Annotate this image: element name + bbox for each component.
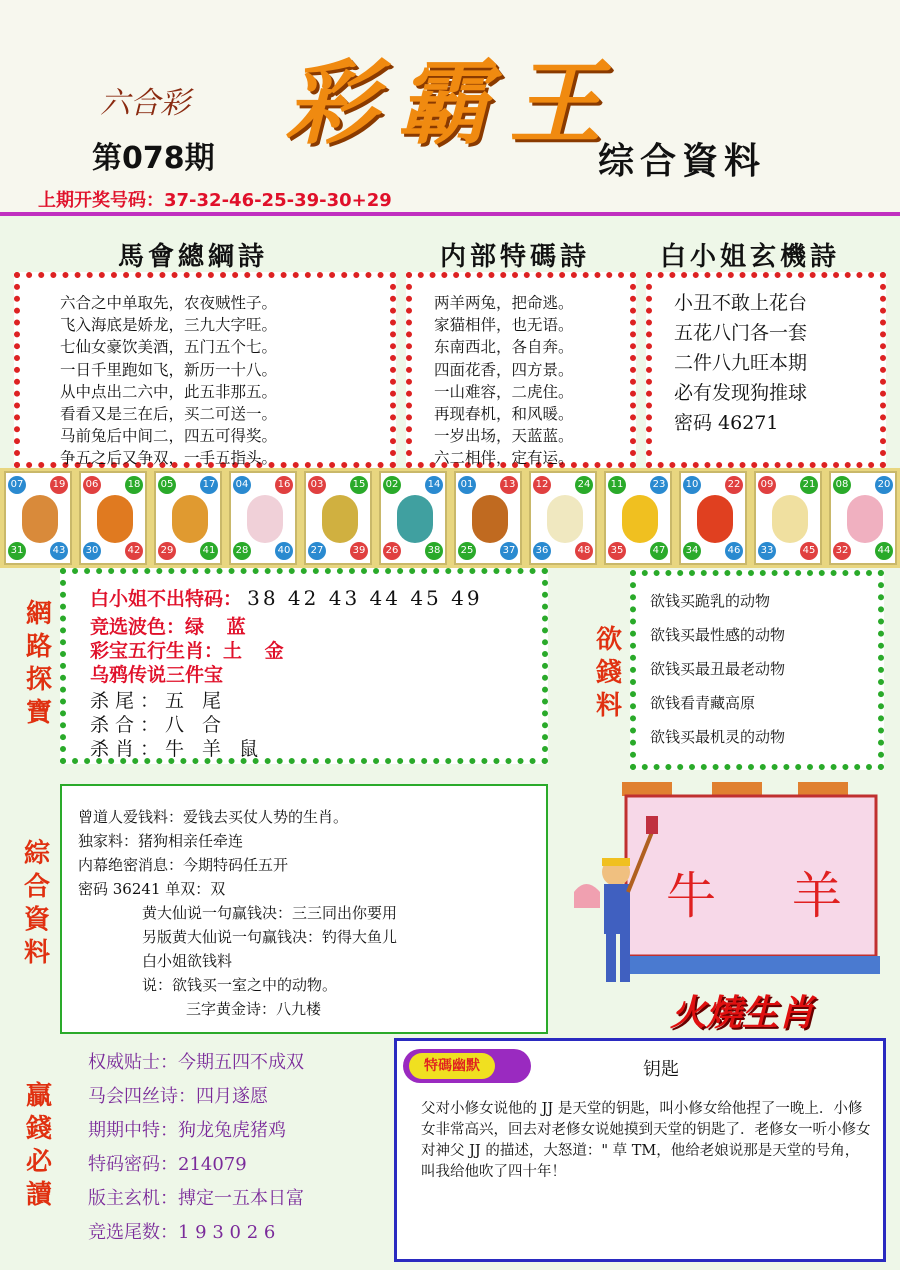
must-read-label: 权威贴士： [88, 1052, 178, 1073]
color-row [90, 612, 254, 639]
must-read-value: 狗龙兔虎猪鸡 [178, 1120, 286, 1141]
poem-line: 争五之后又争双，一手五指头。 [60, 449, 278, 468]
fire-board-text: 牛 羊 [666, 867, 872, 925]
must-read-value: 搏定一五本日富 [178, 1188, 304, 1209]
zodiac-number: 20 [875, 476, 893, 494]
poem-line: 五花八门各一套 [674, 322, 808, 344]
must-read-value: 1 9 3 0 2 6 [178, 1222, 276, 1243]
miss-no-row [90, 584, 483, 611]
zodiac-number: 46 [725, 542, 743, 560]
zodiac-number: 28 [233, 542, 251, 560]
zodiac-number: 03 [308, 476, 326, 494]
rabbit-icon [247, 495, 283, 543]
zodiac-number: 07 [8, 476, 26, 494]
miss-poem-text [674, 288, 807, 438]
must-read-row [88, 1048, 304, 1082]
poem-line: 四面花香，四方景。 [434, 360, 574, 379]
poem-line: 七仙女豪饮美酒，五门五个七。 [60, 338, 278, 357]
money-caption-char: 欲 [595, 625, 622, 655]
dog-icon [772, 495, 808, 543]
net-caption-char: 探 [25, 665, 52, 695]
joke-title: 钥匙 [643, 1059, 679, 1080]
kill-tail-label: 杀尾： [90, 690, 166, 712]
joke-box [394, 1038, 886, 1262]
zodiac-number: 33 [758, 542, 776, 560]
tiger-icon [172, 495, 208, 543]
zodiac-number: 09 [758, 476, 776, 494]
must-read-label: 马会四丝诗： [88, 1086, 196, 1107]
zodiac-cell [829, 471, 897, 565]
poem-line: 东南西北，各自奔。 [434, 338, 574, 357]
zodiac-number: 11 [608, 476, 626, 494]
zodiac-number: 06 [83, 476, 101, 494]
zodiac-number: 42 [125, 542, 143, 560]
zodiac-number: 16 [275, 476, 293, 494]
pig-icon [847, 495, 883, 543]
wuxing-label: 彩宝五行生肖： [90, 640, 224, 662]
kill-xiao-label: 杀肖： [90, 738, 166, 760]
miss-no-numbers: 38 42 43 44 45 49 [247, 586, 483, 610]
zodiac-number: 26 [383, 542, 401, 560]
zodiac-number: 10 [683, 476, 701, 494]
zodiac-number: 24 [575, 476, 593, 494]
zodiac-number: 05 [158, 476, 176, 494]
poem-line: 必有发现狗推球 [674, 382, 808, 404]
miss-poem-box [646, 272, 886, 468]
must-read-list [88, 1048, 304, 1252]
color-value: 绿 蓝 [185, 616, 254, 638]
joke-badge [403, 1049, 531, 1083]
snake-icon [397, 495, 433, 543]
poem-line: 看看又是三在后，买二可送一。 [60, 405, 278, 424]
zodiac-cell [154, 471, 222, 565]
must-caption-char: 必 [25, 1147, 52, 1177]
money-item: 欲钱买最性感的动物 [650, 626, 786, 644]
kill-tail-value: 五 尾 [165, 690, 228, 712]
zodiac-number: 44 [875, 542, 893, 560]
zodiac-number: 35 [608, 542, 626, 560]
must-read-value: 214079 [178, 1154, 247, 1175]
zodiac-number: 47 [650, 542, 668, 560]
zodiac-number: 30 [83, 542, 101, 560]
lottery-name: 六合彩 [100, 86, 190, 121]
combo-line: 黄大仙说一句赢钱决：三三同出你要用 [142, 904, 398, 922]
combo-caption-char: 合 [23, 872, 50, 902]
kill-he-row [90, 710, 227, 737]
logo-title: 彩霸王 [285, 49, 622, 157]
combo-line: 说：欲钱买一室之中的动物。 [142, 976, 338, 994]
wuxing-row [90, 636, 292, 663]
color-label: 竞选波色： [90, 616, 186, 638]
must-read-label: 竞选尾数： [88, 1222, 178, 1243]
must-read-value: 四月遂愿 [196, 1086, 268, 1107]
zodiac-cell [304, 471, 372, 565]
zodiac-cell [754, 471, 822, 565]
zodiac-number: 39 [350, 542, 368, 560]
zodiac-number: 01 [458, 476, 476, 494]
zodiac-number: 02 [383, 476, 401, 494]
must-read-row [88, 1082, 304, 1116]
inside-poem-text [434, 292, 574, 470]
money-caption [592, 624, 626, 723]
poem-line: 两羊两兔，把命逃。 [434, 294, 574, 312]
zodiac-cell [604, 471, 672, 565]
zodiac-number: 19 [50, 476, 68, 494]
monkey-icon [622, 495, 658, 543]
money-caption-char: 料 [595, 691, 622, 721]
money-box [630, 570, 884, 770]
zodiac-number: 12 [533, 476, 551, 494]
combo-box [60, 784, 548, 1034]
horse-poem-box [14, 272, 396, 468]
zodiac-cell [229, 471, 297, 565]
poem-line: 六合之中单取先，农夜贼性子。 [60, 294, 278, 312]
combo-caption-char: 料 [23, 938, 50, 968]
horse-icon [472, 495, 508, 543]
zodiac-number: 23 [650, 476, 668, 494]
combo-line: 三字黄金诗：八九楼 [186, 1000, 322, 1018]
net-caption-char: 寶 [25, 698, 52, 728]
poem-line: 六二相伴，定有运。 [434, 449, 574, 468]
net-caption-char: 路 [25, 632, 52, 662]
inside-poem-title: 内部特碼詩 [440, 242, 591, 272]
zodiac-number: 22 [725, 476, 743, 494]
zodiac-number: 29 [158, 542, 176, 560]
poem-line: 密码 46271 [674, 412, 779, 434]
zodiac-number: 14 [425, 476, 443, 494]
must-caption-char: 贏 [25, 1081, 52, 1111]
poem-line: 二件八九旺本期 [674, 352, 808, 374]
zodiac-number: 04 [233, 476, 251, 494]
combo-line: 内幕绝密消息：今期特码任五开 [78, 856, 289, 874]
must-read-row [88, 1184, 304, 1218]
zodiac-cell [79, 471, 147, 565]
kill-tail-row [90, 686, 227, 713]
combo-caption [20, 838, 54, 970]
horse-poem-title: 馬會總綱詩 [118, 242, 269, 272]
inside-poem-box [406, 272, 636, 468]
rat-icon [22, 495, 58, 543]
issue-number: 第078期 [92, 141, 215, 176]
zodiac-cell [679, 471, 747, 565]
zodiac-number: 32 [833, 542, 851, 560]
must-read-label: 版主玄机： [88, 1188, 178, 1209]
money-caption-char: 錢 [595, 658, 622, 688]
kill-he-value: 八 合 [165, 714, 228, 736]
divider [0, 212, 900, 216]
joke-badge-label: 特碼幽默 [409, 1053, 495, 1079]
combo-line: 另版黄大仙说一句赢钱决：钓得大鱼儿 [142, 928, 398, 946]
poem-line: 从中点出二六中，此五非那五。 [60, 382, 278, 401]
kill-xiao-row [90, 734, 264, 761]
poem-line: 一岁出场，天蓝蓝。 [434, 427, 574, 446]
must-read-value: 今期五四不成双 [178, 1052, 304, 1073]
dragon-icon [322, 495, 358, 543]
zodiac-cell [4, 471, 72, 565]
zodiac-number: 17 [200, 476, 218, 494]
zodiac-number: 36 [533, 542, 551, 560]
wuxing-value: 土 金 [223, 640, 292, 662]
zodiac-number: 41 [200, 542, 218, 560]
money-item: 欲钱买最丑最老动物 [650, 660, 786, 678]
must-caption-char: 錢 [25, 1114, 52, 1144]
zodiac-number: 31 [8, 542, 26, 560]
miss-no-label: 白小姐不出特码： [90, 588, 243, 610]
zodiac-strip [0, 468, 900, 568]
kill-xiao-value: 牛 羊 鼠 [165, 738, 265, 760]
zodiac-number: 21 [800, 476, 818, 494]
zodiac-cell [379, 471, 447, 565]
must-read-label: 特码密码： [88, 1154, 178, 1175]
goat-icon [547, 495, 583, 543]
must-caption-char: 讀 [25, 1180, 52, 1210]
zodiac-number: 40 [275, 542, 293, 560]
zodiac-number: 37 [500, 542, 518, 560]
joke-text: 父对小修女说他的 JJ 是天堂的钥匙，叫小修女给他捏了一晚上．小修女非常高兴，回去对老修女说她摸到天堂的钥匙了．老修女一听小修女对神父 JJ 的描述，大怒道：" 草 TM，他给老娘说那是天堂的号角，叫我给他吹了四十年！ [421, 1101, 871, 1180]
zodiac-number: 43 [50, 542, 68, 560]
miss-poem-title: 白小姐玄機詩 [660, 242, 841, 272]
poem-line: 飞入海底是娇龙，三九大字旺。 [60, 316, 278, 335]
must-read-row [88, 1218, 304, 1252]
rooster-icon [697, 495, 733, 543]
zodiac-number: 45 [800, 542, 818, 560]
zodiac-number: 34 [683, 542, 701, 560]
ox-icon [97, 495, 133, 543]
poem-line: 再现春机，和风暖。 [434, 405, 574, 424]
crow-row: 乌鸦传说三件宝 [90, 664, 224, 686]
kill-he-label: 杀合： [90, 714, 166, 736]
money-item: 欲钱买跪乳的动物 [650, 592, 771, 610]
money-item: 欲钱看青藏高原 [650, 694, 756, 712]
must-read-label: 期期中特： [88, 1120, 178, 1141]
zodiac-number: 48 [575, 542, 593, 560]
zodiac-number: 15 [350, 476, 368, 494]
zodiac-cell [529, 471, 597, 565]
net-caption [22, 598, 56, 730]
poem-line: 一日千里跑如飞，新历一十八。 [60, 360, 278, 379]
fire-caption: 火燒生肖 [670, 992, 815, 1034]
must-read-row [88, 1150, 304, 1184]
combo-line: 独家料：猪狗相亲任牵连 [78, 832, 244, 850]
zodiac-number: 27 [308, 542, 326, 560]
must-read-row [88, 1116, 304, 1150]
previous-draw-numbers: 上期开奖号码：37-32-46-25-39-30+29 [38, 190, 392, 211]
subtitle: 综合資料 [598, 140, 767, 182]
combo-caption-char: 資 [23, 905, 50, 935]
net-caption-char: 網 [25, 599, 52, 629]
money-item: 欲钱买最机灵的动物 [650, 728, 786, 746]
poem-line: 马前兔后中间二，四五可得奖。 [60, 427, 278, 446]
zodiac-cell [454, 471, 522, 565]
zodiac-number: 38 [425, 542, 443, 560]
zodiac-number: 13 [500, 476, 518, 494]
poem-line: 家猫相伴，也无语。 [434, 316, 574, 335]
zodiac-number: 25 [458, 542, 476, 560]
must-caption [22, 1080, 56, 1212]
combo-line: 曾道人爱钱料：爱钱去买仗人势的生肖。 [78, 808, 349, 826]
combo-line: 密码 36241 单双：双 [78, 880, 226, 898]
combo-line: 白小姐欲钱料 [142, 952, 233, 970]
zodiac-number: 08 [833, 476, 851, 494]
horse-poem-text [60, 292, 277, 470]
zodiac-number: 18 [125, 476, 143, 494]
net-treasure-box [60, 568, 548, 764]
combo-caption-char: 綜 [23, 839, 50, 869]
poem-line: 小丑不敢上花台 [674, 292, 808, 314]
poem-line: 一山难容，二虎住。 [434, 382, 574, 401]
